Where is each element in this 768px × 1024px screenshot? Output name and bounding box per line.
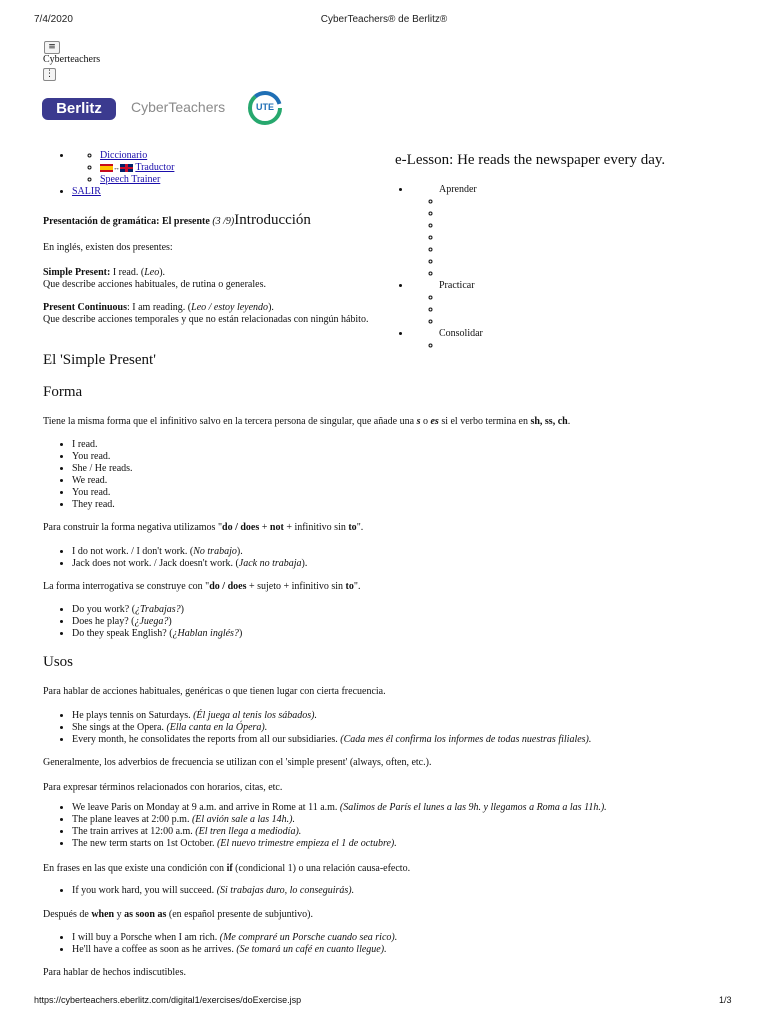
lesson-subitem[interactable] <box>441 232 611 244</box>
print-date: 7/4/2020 <box>34 14 73 25</box>
pc-desc: Que describe acciones temporales y que no están relacionadas con ningún hábito. <box>43 314 369 325</box>
lesson-subitem[interactable] <box>441 208 611 220</box>
section-practicar[interactable]: • Practicar ◦ ◦ ◦ <box>411 280 611 328</box>
uk-flag-icon <box>120 164 133 172</box>
intro-text: En inglés, existen dos presentes: <box>43 242 173 253</box>
list-item: • Does he play? (¿Juega?) <box>72 616 768 628</box>
usos-4-text: En frases en las que existe una condición con if (condicional 1) o una relación causa-efecto. <box>43 863 411 874</box>
usos-3-list <box>43 802 768 850</box>
sp-end: ). <box>159 267 166 278</box>
list-item: • We read. <box>72 475 133 487</box>
print-url: https://cyberteachers.eberlitz.com/digital1/exercises/doExercise.jsp <box>34 995 302 1005</box>
sp-label: Simple Present: <box>43 267 111 278</box>
lesson-subitem[interactable] <box>441 340 611 352</box>
usos-5-list <box>43 932 768 956</box>
list-item: • We leave Paris on Monday at 9 a.m. and arrive in Rome at 11 a.m. (Salimos de París el lunes a las 9h. y llegamos a Roma a las 11h.). <box>72 802 768 814</box>
list-item: • If you work hard, you will succeed. (Si trabajas duro, lo conseguirás). <box>72 885 768 897</box>
presentation-header <box>43 212 383 229</box>
list-item: • Every month, he consolidates the reports from all our subsidiaries. (Cada mes él confirma los informes de todas nuestras filiales). <box>72 734 768 746</box>
presentation-count: (3 /9) <box>212 216 235 227</box>
lesson-subitem[interactable] <box>441 268 611 280</box>
heading-simple-present: El 'Simple Present' <box>43 352 156 368</box>
interrogative-list <box>43 604 768 640</box>
lesson-sections <box>411 184 611 352</box>
traductor-link[interactable]: Traductor <box>135 162 175 173</box>
list-item: • The new term starts on 1st October. (El nuevo trimestre empieza el 1 de octubre). <box>72 838 768 850</box>
list-item: • Jack does not work. / Jack doesn't work. (Jack no trabaja). <box>72 558 768 570</box>
sp-text: I read. ( <box>110 267 145 278</box>
list-item: • I read. <box>72 439 133 451</box>
pc-label: Present Continuous <box>43 302 127 313</box>
usos-3-text: Para expresar términos relacionados con horarios, citas, etc. <box>43 782 283 793</box>
section-consolidar[interactable]: • Consolidar ◦ <box>411 328 611 352</box>
list-item: • They read. <box>72 499 133 511</box>
usos-6-text: Para hablar de hechos indiscutibles. <box>43 967 187 978</box>
site-name: Cyberteachers <box>43 54 101 65</box>
usos-5-text: Después de when y as soon as (en español presente de subjuntivo). <box>43 909 314 920</box>
negative-text: Para construir la forma negativa utilizamos "do / does + not + infinitivo sin to". <box>43 522 364 533</box>
simple-present-def <box>43 267 383 291</box>
lesson-subitem[interactable] <box>441 220 611 232</box>
list-item: • You read. <box>72 487 133 499</box>
lesson-subitem[interactable] <box>441 316 611 328</box>
list-item: • You read. <box>72 451 133 463</box>
usos-1-list <box>43 710 768 746</box>
more-icon[interactable]: ⋮ <box>45 69 54 79</box>
salir-link[interactable]: SALIR <box>72 186 101 197</box>
forma-text: Tiene la misma forma que el infinitivo salvo en la tercera persona de singular, que añade una s o es si el verbo termina en sh, ss, ch. <box>43 416 571 427</box>
section-aprender[interactable]: • Aprender ◦ ◦ ◦ ◦ ◦ ◦ ◦ <box>411 184 611 280</box>
heading-usos: Usos <box>43 654 74 670</box>
usos-2-text: Generalmente, los adverbios de frecuencia se utilizan con el 'simple present' (always, often, etc.). <box>43 757 432 768</box>
forma-list <box>43 439 133 511</box>
list-item: • I do not work. / I don't work. (No trabajo). <box>72 546 768 558</box>
print-title: CyberTeachers® de Berlitz® <box>320 14 448 25</box>
speech-trainer-link[interactable]: Speech Trainer <box>100 174 161 185</box>
list-item: • He'll have a coffee as soon as he arrives. (Se tomará un café en cuanto llegue). <box>72 944 768 956</box>
nav-list: ◦ • Diccionario ◦ ↔ Traductor ◦ Speech Trainer • SALIR <box>60 150 222 198</box>
lesson-subitem[interactable] <box>441 256 611 268</box>
list-item: • He plays tennis on Saturdays. (Él juega al tenis los sábados). <box>72 710 768 722</box>
sp-desc: Que describe acciones habituales, de rutina o generales. <box>43 279 266 290</box>
pc-end: ). <box>268 302 274 313</box>
lesson-subitem[interactable] <box>441 196 611 208</box>
present-continuous-def <box>43 302 388 326</box>
list-item: • She sings at the Opera. (Ella canta en la Ópera). <box>72 722 768 734</box>
list-item: • She / He reads. <box>72 463 133 475</box>
list-item: • The train arrives at 12:00 a.m. (El tren llega a mediodía). <box>72 826 768 838</box>
list-item: • The plane leaves at 2:00 p.m. (El avión sale a las 14h.). <box>72 814 768 826</box>
lesson-subitem[interactable] <box>441 304 611 316</box>
list-item: • Do you work? (¿Trabajas?) <box>72 604 768 616</box>
intro-heading: Introducción <box>234 212 311 228</box>
sp-translation: Leo <box>144 267 160 278</box>
spanish-flag-icon <box>100 164 113 172</box>
usos-4-list <box>43 885 768 897</box>
pc-text: : I am reading. ( <box>127 302 192 313</box>
lesson-subitem[interactable] <box>441 244 611 256</box>
cyberteachers-logo: CyberTeachers <box>131 99 226 115</box>
lesson-subitem[interactable] <box>441 292 611 304</box>
print-page: 1/3 <box>719 995 732 1005</box>
list-item: • Do they speak English? (¿Hablan inglés?) <box>72 628 768 640</box>
berlitz-logo[interactable]: Berlitz <box>42 98 116 120</box>
presentation-label: Presentación de gramática: El presente <box>43 216 210 227</box>
pc-translation: Leo / estoy leyendo <box>191 302 269 313</box>
diccionario-link[interactable]: Diccionario <box>100 150 148 161</box>
menu-icon[interactable]: ≡ <box>44 41 60 54</box>
interrogative-text: La forma interrogativa se construye con "do / does + sujeto + infinitivo sin to". <box>43 581 361 592</box>
ute-logo: UTE <box>247 90 283 126</box>
negative-list <box>43 546 768 570</box>
usos-1-text: Para hablar de acciones habituales, genéricas o que tienen lugar con cierta frecuencia. <box>43 686 386 697</box>
lesson-title: e-Lesson: He reads the newspaper every day. <box>395 152 666 168</box>
list-item: • I will buy a Porsche when I am rich. (Me compraré un Porsche cuando sea rico). <box>72 932 768 944</box>
heading-forma: Forma <box>43 384 83 400</box>
